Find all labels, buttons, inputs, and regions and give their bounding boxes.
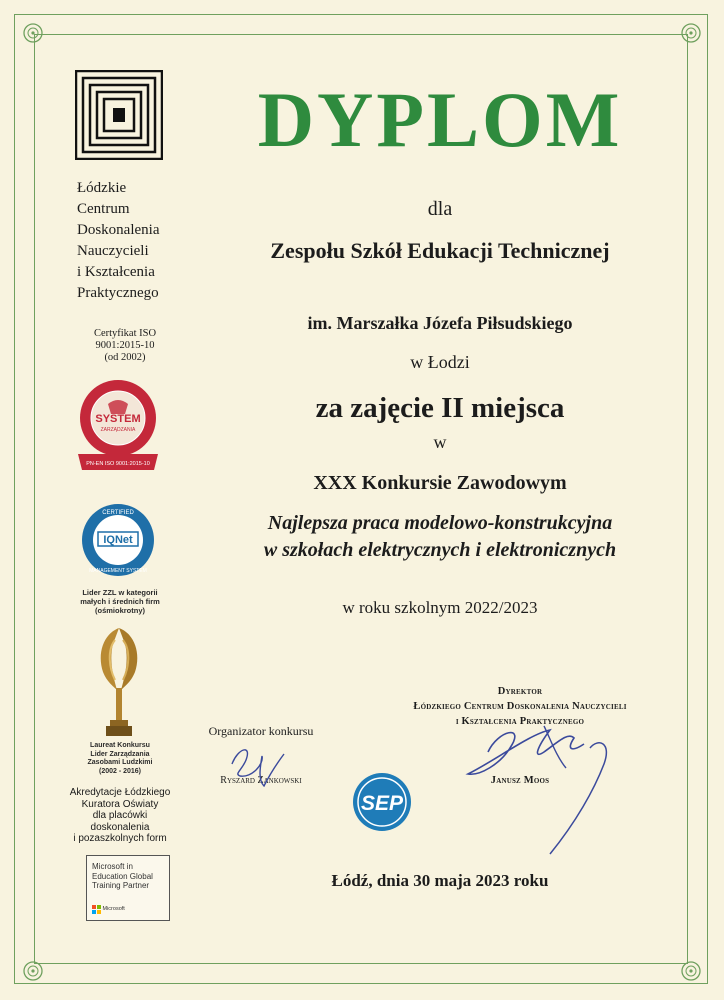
- diploma-title: DYPLOM: [257, 76, 623, 163]
- institution-line: Łódzkie: [77, 180, 127, 196]
- certificate-line: 9001:2015-10: [95, 340, 155, 351]
- contest-name: XXX Konkursie Zawodowym: [313, 472, 567, 494]
- microsoft-partner-badge: [86, 855, 170, 921]
- contest-category-line1: Najlepsza praca modelowo-konstrukcyjna: [267, 512, 613, 534]
- institution-name: [77, 178, 159, 304]
- director-name: Janusz Moos: [490, 775, 550, 786]
- dla-text: dla: [427, 198, 453, 220]
- corner-ornament-icon: [20, 20, 46, 46]
- organizer-name: Ryszard Zankowski: [220, 775, 302, 786]
- svg-text:MANAGEMENT SYSTEM: MANAGEMENT SYSTEM: [89, 568, 147, 574]
- laureat-text: [60, 742, 180, 776]
- svg-text:SYSTEM: SYSTEM: [95, 413, 141, 425]
- organizer-label: Organizator konkursu: [208, 724, 314, 738]
- iso-certificate-text: [60, 328, 190, 364]
- certificate-line: Certyfikat ISO: [93, 328, 157, 339]
- institution-logo-icon: [75, 70, 163, 160]
- director-title: Dyrektor: [497, 686, 543, 697]
- lider-line: (ośmiokrotny): [94, 606, 145, 615]
- microsoft-logo-text: Microsoft: [102, 905, 125, 912]
- school-city: w Łodzi: [410, 352, 470, 372]
- corner-ornament-icon: [678, 20, 704, 46]
- akredytacja-line: i pozaszkolnych form: [73, 833, 167, 844]
- institution-line: Nauczycieli: [77, 243, 149, 259]
- institution-line: Praktycznego: [77, 285, 159, 301]
- svg-text:IQNet: IQNet: [103, 534, 133, 546]
- microsoft-logo: [92, 905, 125, 915]
- svg-text:CERTIFIED: CERTIFIED: [102, 510, 134, 516]
- microsoft-line: Education Global: [92, 871, 153, 881]
- microsoft-line: Training Partner: [92, 881, 150, 890]
- akredytacja-line: doskonalenia: [90, 821, 150, 833]
- institution-line: Doskonalenia: [77, 222, 160, 238]
- institution-line: Centrum: [77, 201, 130, 217]
- lider-line: małych i średnich firm: [80, 597, 160, 606]
- svg-text:ZARZĄDZANIA: ZARZĄDZANIA: [100, 427, 136, 433]
- akredytacja-line: dla placówki: [92, 810, 148, 821]
- school-name: Zespołu Szkół Edukacji Technicznej: [270, 238, 610, 263]
- sep-logo-icon: [352, 772, 412, 832]
- issue-date: Łódź, dnia 30 maja 2023 roku: [331, 871, 549, 890]
- svg-text:PN-EN ISO 9001:2015-10: PN-EN ISO 9001:2015-10: [86, 461, 150, 467]
- award-w: w: [433, 432, 447, 452]
- school-patron: im. Marszałka Józefa Piłsudskiego: [307, 313, 573, 333]
- akredytacje-text: [52, 787, 188, 845]
- akredytacja-line: Akredytacje Łódzkiego: [69, 787, 171, 798]
- microsoft-squares-icon: [92, 905, 101, 914]
- laureat-line: Laureat Konkursu: [90, 742, 150, 749]
- certificate-line: (od 2002): [104, 352, 146, 363]
- microsoft-line: Microsoft in: [92, 862, 133, 871]
- award-place: za zajęcie II miejsca: [315, 392, 565, 424]
- director-signature-block: [375, 684, 665, 788]
- svg-text:SEP: SEP: [360, 792, 404, 815]
- pcbc-system-seal-icon: [74, 378, 162, 474]
- trophy-statuette-icon: [93, 620, 145, 738]
- corner-ornament-icon: [678, 958, 704, 984]
- lider-line: Lider ZZL w kategorii: [82, 588, 158, 597]
- laureat-line: Zasobami Ludzkimi: [87, 759, 153, 766]
- laureat-line: (2002 - 2016): [98, 767, 142, 775]
- lider-zzl-text: [60, 588, 180, 615]
- director-title: Łódzkiego Centrum Doskonalenia Nauczycieli: [413, 701, 627, 712]
- akredytacja-line: Kuratora Oświaty: [81, 798, 159, 810]
- corner-ornament-icon: [20, 958, 46, 984]
- organizer-signature-block: [196, 724, 326, 788]
- laureat-line: Lider Zarządzania: [90, 750, 150, 758]
- school-year: w roku szkolnym 2022/2023: [342, 598, 538, 617]
- iqnet-certified-seal-icon: [80, 502, 156, 578]
- director-title: i Kształcenia Praktycznego: [455, 716, 585, 727]
- institution-line: i Kształcenia: [77, 264, 155, 280]
- contest-category-line2: w szkołach elektrycznych i elektronicznych: [263, 539, 617, 561]
